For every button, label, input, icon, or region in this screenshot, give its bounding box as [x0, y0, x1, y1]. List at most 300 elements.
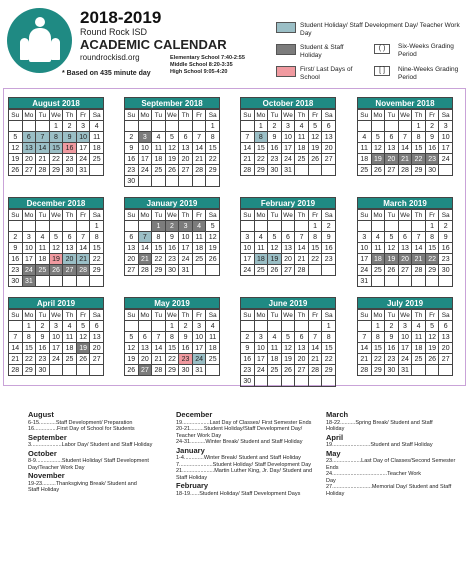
- day-cell: 5: [9, 132, 23, 143]
- month-day-grid: [240, 209, 336, 276]
- day-cell: 18: [412, 343, 426, 354]
- day-cell: 30: [385, 365, 399, 376]
- day-cell: 4: [255, 232, 269, 243]
- day-cell: 20: [179, 154, 193, 165]
- day-cell: 27: [439, 354, 453, 365]
- day-of-week-label: Sa: [439, 110, 453, 121]
- day-cell: 22: [372, 354, 386, 365]
- day-cell: 11: [358, 143, 372, 154]
- day-cell: 12: [309, 132, 323, 143]
- day-cell: 20: [439, 343, 453, 354]
- notes-line: Day/Teacher Work Day: [28, 464, 85, 471]
- day-cell: 19: [9, 154, 23, 165]
- day-cell: 19: [372, 154, 386, 165]
- day-cell: 16: [426, 143, 440, 154]
- day-of-week-label: We: [399, 210, 413, 221]
- day-of-week-label: Sa: [206, 110, 220, 121]
- day-of-week-label: Th: [295, 210, 309, 221]
- day-of-week-label: Su: [125, 110, 139, 121]
- notes-line: 1-4.............Winter Break/ Student and Staff Holiday: [176, 455, 301, 461]
- day-of-week-label: We: [50, 210, 64, 221]
- day-of-week-label: We: [50, 110, 64, 121]
- day-cell: 13: [139, 343, 153, 354]
- notes-line: 6-15...........Staff Development/ Preparation: [28, 419, 133, 426]
- day-cell: [358, 221, 372, 232]
- day-cell: [36, 276, 50, 287]
- day-cell: [241, 121, 255, 132]
- day-cell: 22: [255, 154, 269, 165]
- day-of-week-label: Mo: [23, 310, 37, 321]
- day-cell: 30: [9, 276, 23, 287]
- day-cell: 5: [77, 321, 91, 332]
- day-cell: 12: [50, 243, 64, 254]
- district-name: Round Rock ISD: [80, 27, 148, 37]
- day-cell: 26: [125, 365, 139, 376]
- day-of-week-label: Mo: [139, 210, 153, 221]
- day-cell: 20: [139, 354, 153, 365]
- day-cell: [23, 121, 37, 132]
- day-cell: 9: [166, 232, 180, 243]
- day-cell: 25: [268, 365, 282, 376]
- day-cell: 29: [255, 165, 269, 176]
- day-cell: 28: [295, 265, 309, 276]
- day-of-week-label: Th: [63, 210, 77, 221]
- day-cell: 3: [193, 321, 207, 332]
- day-cell: 28: [139, 265, 153, 276]
- day-cell: 8: [372, 332, 386, 343]
- day-cell: 17: [241, 254, 255, 265]
- day-cell: 2: [426, 121, 440, 132]
- day-cell: 4: [372, 232, 386, 243]
- notes-line: Staff Holiday: [176, 474, 208, 481]
- day-cell: 12: [166, 143, 180, 154]
- day-cell: 12: [426, 332, 440, 343]
- day-cell: 7: [36, 132, 50, 143]
- day-cell: 3: [241, 232, 255, 243]
- day-cell: 9: [241, 343, 255, 354]
- month-calendar: [240, 97, 336, 176]
- day-cell: 17: [358, 254, 372, 265]
- month-day-grid: [357, 209, 453, 287]
- day-cell: 26: [426, 354, 440, 365]
- day-cell: 29: [426, 265, 440, 276]
- day-cell: 16: [322, 243, 336, 254]
- day-cell: [282, 321, 296, 332]
- day-cell: [77, 221, 91, 232]
- day-cell: 5: [166, 132, 180, 143]
- district-logo-icon: [7, 8, 72, 73]
- day-cell: 10: [23, 243, 37, 254]
- day-cell: 27: [282, 265, 296, 276]
- day-of-week-label: Mo: [255, 310, 269, 321]
- day-cell: 28: [36, 165, 50, 176]
- month-day-grid: [124, 309, 220, 376]
- notes-line: 24....................................Teacher Work: [326, 471, 421, 477]
- day-cell: [399, 276, 413, 287]
- day-cell: 22: [309, 254, 323, 265]
- minutes-note: * Based on 435 minute day: [62, 70, 151, 77]
- day-cell: 17: [255, 354, 269, 365]
- day-cell: 3: [179, 221, 193, 232]
- day-cell: 31: [193, 365, 207, 376]
- day-cell: 6: [139, 332, 153, 343]
- day-cell: 19: [166, 154, 180, 165]
- day-cell: 15: [372, 343, 386, 354]
- day-cell: 21: [77, 254, 91, 265]
- day-cell: 1: [322, 321, 336, 332]
- day-cell: 25: [193, 254, 207, 265]
- day-cell: [399, 121, 413, 132]
- day-of-week-label: Sa: [322, 110, 336, 121]
- day-cell: [139, 176, 153, 187]
- day-cell: 25: [295, 154, 309, 165]
- day-cell: 18: [255, 254, 269, 265]
- day-cell: 2: [268, 121, 282, 132]
- day-cell: 25: [152, 165, 166, 176]
- day-cell: 18: [63, 343, 77, 354]
- day-cell: 17: [139, 154, 153, 165]
- day-cell: 29: [166, 365, 180, 376]
- day-cell: [295, 165, 309, 176]
- day-cell: 29: [90, 265, 104, 276]
- day-cell: 30: [241, 376, 255, 387]
- day-of-week-label: Fr: [193, 110, 207, 121]
- day-cell: 13: [399, 243, 413, 254]
- day-cell: 12: [372, 143, 386, 154]
- day-cell: 17: [23, 254, 37, 265]
- day-cell: 29: [322, 365, 336, 376]
- day-cell: 16: [125, 154, 139, 165]
- day-cell: 14: [193, 143, 207, 154]
- day-cell: [193, 265, 207, 276]
- day-of-week-label: Tu: [268, 310, 282, 321]
- day-cell: 13: [282, 243, 296, 254]
- day-cell: 30: [166, 265, 180, 276]
- day-cell: 1: [90, 221, 104, 232]
- day-cell: [23, 221, 37, 232]
- day-cell: [295, 221, 309, 232]
- day-cell: [385, 121, 399, 132]
- day-cell: 27: [139, 365, 153, 376]
- day-of-week-label: Th: [179, 310, 193, 321]
- page-title: ACADEMIC CALENDAR: [80, 37, 227, 52]
- day-of-week-label: We: [399, 310, 413, 321]
- day-cell: 10: [399, 332, 413, 343]
- day-cell: [241, 321, 255, 332]
- day-cell: [268, 221, 282, 232]
- day-cell: 18: [268, 354, 282, 365]
- day-cell: 26: [50, 265, 64, 276]
- day-cell: 31: [23, 276, 37, 287]
- day-cell: 5: [426, 321, 440, 332]
- day-cell: 7: [139, 232, 153, 243]
- day-cell: 22: [23, 354, 37, 365]
- day-of-week-label: Mo: [255, 110, 269, 121]
- day-cell: 23: [125, 165, 139, 176]
- day-cell: 31: [399, 365, 413, 376]
- day-cell: 7: [9, 332, 23, 343]
- day-cell: 8: [322, 332, 336, 343]
- day-cell: 2: [9, 232, 23, 243]
- day-cell: 25: [255, 265, 269, 276]
- day-cell: 13: [322, 132, 336, 143]
- day-cell: 21: [399, 154, 413, 165]
- day-cell: 26: [309, 154, 323, 165]
- day-cell: 28: [412, 265, 426, 276]
- day-cell: 22: [412, 154, 426, 165]
- day-cell: 16: [385, 343, 399, 354]
- day-cell: 20: [282, 254, 296, 265]
- day-of-week-label: Mo: [255, 210, 269, 221]
- day-cell: 3: [139, 132, 153, 143]
- day-cell: 24: [358, 265, 372, 276]
- day-cell: 11: [193, 232, 207, 243]
- day-cell: [255, 376, 269, 387]
- day-cell: [50, 221, 64, 232]
- day-cell: 9: [439, 232, 453, 243]
- day-cell: 4: [295, 121, 309, 132]
- day-cell: 10: [358, 243, 372, 254]
- day-cell: 8: [206, 132, 220, 143]
- day-cell: 16: [36, 343, 50, 354]
- day-of-week-label: Sa: [439, 310, 453, 321]
- day-cell: 27: [179, 165, 193, 176]
- day-of-week-label: Fr: [77, 310, 91, 321]
- day-cell: 24: [241, 265, 255, 276]
- day-cell: 14: [36, 143, 50, 154]
- day-cell: 30: [125, 176, 139, 187]
- day-cell: 11: [255, 243, 269, 254]
- day-of-week-label: Su: [9, 210, 23, 221]
- day-cell: 26: [385, 265, 399, 276]
- day-cell: [372, 276, 386, 287]
- day-cell: 26: [9, 165, 23, 176]
- notes-line: 18-19......Student Holiday/ Staff Development Days: [176, 490, 301, 497]
- day-cell: 16: [9, 254, 23, 265]
- notes-line: 18-22..........Spring Break/ Student and Staff: [326, 419, 433, 426]
- day-cell: [412, 221, 426, 232]
- day-cell: 14: [77, 243, 91, 254]
- day-cell: 6: [439, 321, 453, 332]
- day-cell: [358, 321, 372, 332]
- month-title: September 2018: [124, 97, 220, 109]
- day-cell: 4: [193, 221, 207, 232]
- district-website[interactable]: roundrockisd.org: [80, 53, 140, 62]
- notes-line: 19..................Last Day of Classes/ First Semester Ends: [176, 419, 312, 426]
- day-cell: 11: [36, 243, 50, 254]
- notes-month-heading: September: [28, 432, 67, 442]
- day-cell: 30: [268, 165, 282, 176]
- day-cell: 24: [399, 354, 413, 365]
- day-cell: 4: [63, 321, 77, 332]
- notes-column-1: [28, 410, 168, 494]
- day-cell: 2: [322, 221, 336, 232]
- day-cell: 2: [36, 321, 50, 332]
- day-cell: 27: [295, 365, 309, 376]
- day-cell: 28: [241, 165, 255, 176]
- day-cell: 9: [36, 332, 50, 343]
- month-calendar: [240, 197, 336, 276]
- day-of-week-label: Tu: [385, 310, 399, 321]
- day-cell: 12: [385, 243, 399, 254]
- day-cell: 1: [372, 321, 386, 332]
- day-cell: [125, 121, 139, 132]
- day-cell: 3: [439, 121, 453, 132]
- notes-month-heading: February: [176, 481, 209, 490]
- day-cell: [439, 165, 453, 176]
- day-cell: 5: [385, 232, 399, 243]
- day-cell: 7: [399, 132, 413, 143]
- month-calendar: [8, 297, 104, 376]
- day-cell: 23: [426, 154, 440, 165]
- day-cell: 7: [152, 332, 166, 343]
- day-cell: 31: [179, 265, 193, 276]
- day-of-week-label: Tu: [385, 210, 399, 221]
- day-cell: 18: [206, 343, 220, 354]
- day-of-week-label: We: [166, 110, 180, 121]
- day-cell: 30: [179, 365, 193, 376]
- month-calendar: [357, 197, 453, 287]
- day-cell: 26: [166, 165, 180, 176]
- day-cell: [206, 365, 220, 376]
- day-cell: 23: [322, 254, 336, 265]
- day-cell: 24: [139, 165, 153, 176]
- day-cell: 20: [295, 354, 309, 365]
- day-cell: 3: [255, 332, 269, 343]
- day-cell: 10: [439, 132, 453, 143]
- day-cell: [193, 176, 207, 187]
- day-cell: 9: [125, 143, 139, 154]
- day-cell: 22: [322, 354, 336, 365]
- day-cell: 19: [309, 143, 323, 154]
- notes-line: 23...................Last Day of Classes/Second Semester: [326, 458, 456, 464]
- day-cell: 13: [23, 143, 37, 154]
- day-cell: 2: [179, 321, 193, 332]
- day-cell: 7: [358, 332, 372, 343]
- day-cell: 5: [372, 132, 386, 143]
- day-cell: 15: [206, 143, 220, 154]
- day-cell: [63, 276, 77, 287]
- day-cell: 5: [125, 332, 139, 343]
- day-cell: [412, 365, 426, 376]
- day-cell: 3: [23, 232, 37, 243]
- day-cell: 1: [166, 321, 180, 332]
- day-cell: 8: [50, 132, 64, 143]
- day-cell: 6: [399, 232, 413, 243]
- notes-line: 8-9.................Student Holiday/ Staff Development: [28, 458, 149, 464]
- day-of-week-label: Mo: [372, 110, 386, 121]
- day-cell: 19: [125, 354, 139, 365]
- day-cell: [9, 221, 23, 232]
- day-cell: 7: [241, 132, 255, 143]
- day-cell: 23: [439, 254, 453, 265]
- day-of-week-label: We: [166, 210, 180, 221]
- day-cell: 16: [268, 143, 282, 154]
- day-cell: 24: [50, 354, 64, 365]
- day-cell: 10: [50, 332, 64, 343]
- day-cell: 26: [206, 254, 220, 265]
- notes-line: 3....................Labor Day/ Student and Staff Holiday: [28, 442, 153, 448]
- day-cell: 17: [399, 343, 413, 354]
- day-cell: 17: [282, 143, 296, 154]
- day-of-week-label: Tu: [152, 210, 166, 221]
- day-cell: 22: [50, 154, 64, 165]
- day-cell: 14: [152, 343, 166, 354]
- day-of-week-label: Su: [9, 310, 23, 321]
- day-cell: [152, 176, 166, 187]
- day-cell: 14: [241, 143, 255, 154]
- day-cell: 7: [77, 232, 91, 243]
- day-cell: 8: [309, 232, 323, 243]
- day-of-week-label: Th: [412, 310, 426, 321]
- day-cell: 15: [90, 243, 104, 254]
- day-of-week-label: Su: [241, 210, 255, 221]
- month-day-grid: [240, 309, 336, 387]
- day-cell: 9: [385, 332, 399, 343]
- day-cell: 23: [166, 254, 180, 265]
- day-cell: 9: [322, 232, 336, 243]
- day-cell: 29: [152, 265, 166, 276]
- day-cell: [166, 121, 180, 132]
- day-cell: [295, 376, 309, 387]
- day-cell: 1: [23, 321, 37, 332]
- day-cell: 30: [36, 365, 50, 376]
- day-cell: 16: [63, 143, 77, 154]
- day-of-week-label: Th: [63, 110, 77, 121]
- day-of-week-label: We: [399, 110, 413, 121]
- day-of-week-label: Tu: [36, 110, 50, 121]
- day-cell: 26: [282, 365, 296, 376]
- day-of-week-label: Fr: [426, 210, 440, 221]
- day-cell: [309, 321, 323, 332]
- notes-month-heading: May: [326, 448, 341, 458]
- day-cell: 25: [206, 354, 220, 365]
- day-cell: 9: [268, 132, 282, 143]
- notes-line: 20-21.........Student Holiday/Staff Development Day/: [176, 426, 303, 432]
- day-cell: 26: [268, 265, 282, 276]
- day-cell: 8: [255, 132, 269, 143]
- day-cell: 26: [77, 354, 91, 365]
- day-cell: 12: [9, 143, 23, 154]
- day-cell: [63, 365, 77, 376]
- day-cell: 5: [206, 221, 220, 232]
- month-title: October 2018: [240, 97, 336, 109]
- day-cell: 13: [179, 143, 193, 154]
- day-cell: 2: [166, 221, 180, 232]
- high-hours: High School 9:05-4:20: [170, 69, 228, 75]
- day-cell: 31: [282, 165, 296, 176]
- notes-line: Staff Holiday: [28, 487, 60, 493]
- day-of-week-label: Th: [295, 110, 309, 121]
- day-cell: [179, 121, 193, 132]
- day-cell: 29: [412, 165, 426, 176]
- day-cell: 6: [125, 232, 139, 243]
- day-cell: [139, 121, 153, 132]
- day-cell: 18: [36, 254, 50, 265]
- day-cell: 5: [309, 121, 323, 132]
- day-of-week-label: Mo: [139, 310, 153, 321]
- day-cell: [90, 165, 104, 176]
- day-cell: 11: [412, 332, 426, 343]
- day-of-week-label: Fr: [193, 310, 207, 321]
- month-title: May 2019: [124, 297, 220, 309]
- day-cell: 4: [206, 321, 220, 332]
- day-cell: [152, 321, 166, 332]
- day-cell: 11: [152, 143, 166, 154]
- day-of-week-label: Su: [241, 110, 255, 121]
- legend-six-weeks-symbol: ( ): [374, 44, 390, 54]
- day-cell: 19: [50, 254, 64, 265]
